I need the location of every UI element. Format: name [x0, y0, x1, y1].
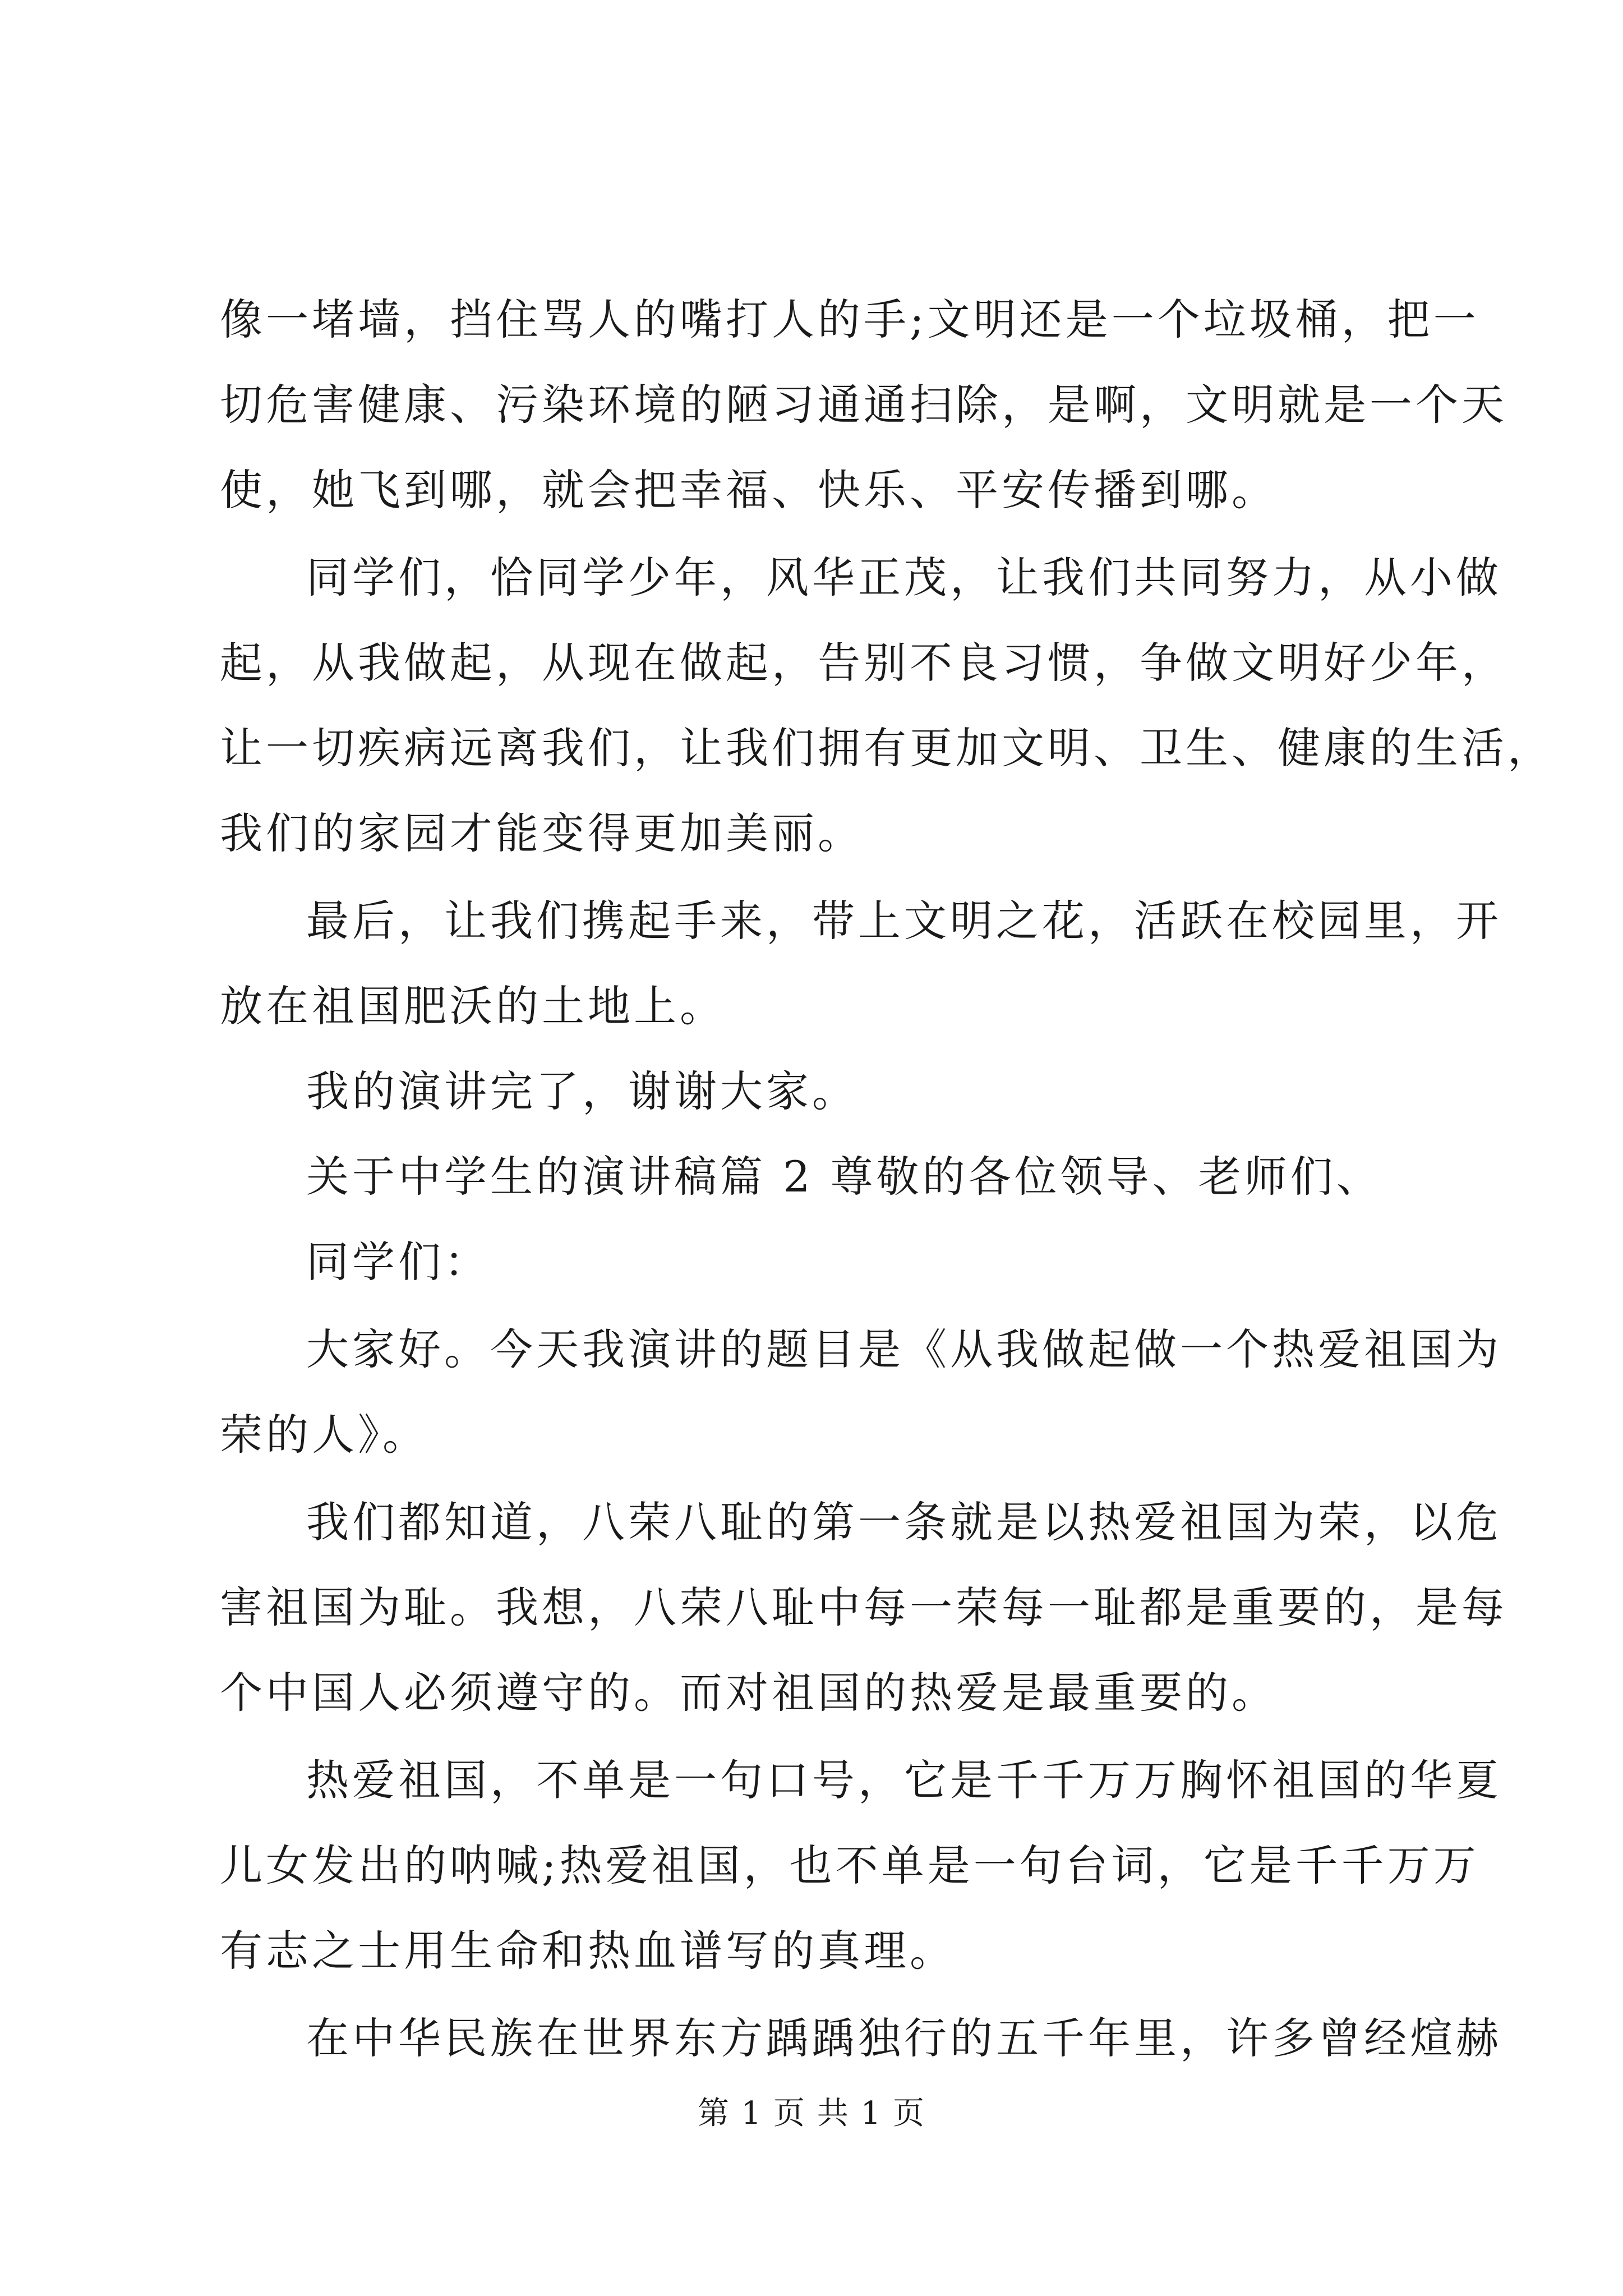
text-line: 儿女发出的呐喊;热爱祖国，也不单是一句台词，它是千千万万 [220, 1841, 1479, 1890]
text-line: 同学们： [306, 1237, 490, 1287]
text-line: 放在祖国肥沃的土地上。 [220, 981, 726, 1031]
text-line: 使，她飞到哪，就会把幸福、快乐、平安传播到哪。 [220, 465, 1278, 515]
text-line: 害祖国为耻。我想，八荣八耻中每一荣每一耻都是重要的，是每 [220, 1582, 1507, 1632]
text-line: 关于中学生的演讲稿篇 2 尊敬的各位领导、老师们、 [306, 1152, 1382, 1202]
text-line: 我们都知道，八荣八耻的第一条就是以热爱祖国为荣，以危 [306, 1497, 1502, 1547]
text-line: 最后，让我们携起手来，带上文明之花，活跃在校园里，开 [306, 896, 1502, 946]
text-line: 个中国人必须遵守的。而对祖国的热爱是最重要的。 [220, 1668, 1278, 1718]
text-line: 热爱祖国，不单是一句口号，它是千千万万胸怀祖国的华夏 [306, 1755, 1502, 1805]
text-line: 有志之士用生命和热血谱写的真理。 [220, 1926, 956, 1976]
text-line: 切危害健康、污染环境的陋习通通扫除，是啊，文明就是一个天 [220, 380, 1507, 430]
text-line: 同学们，恰同学少年，风华正茂，让我们共同努力，从小做 [306, 553, 1502, 602]
text-line: 大家好。今天我演讲的题目是《从我做起做一个热爱祖国为 [306, 1324, 1502, 1374]
text-line: 我的演讲完了，谢谢大家。 [306, 1066, 858, 1116]
text-line: 起，从我做起，从现在做起，告别不良习惯，争做文明好少年， [220, 638, 1507, 688]
text-line: 像一堵墙，挡住骂人的嘴打人的手;文明还是一个垃圾桶，把一 [220, 295, 1479, 344]
page-footer: 第 1 页 共 1 页 [697, 2095, 926, 2132]
text-line: 让一切疾病远离我们，让我们拥有更加文明、卫生、健康的生活， [220, 723, 1553, 773]
text-line: 我们的家园才能变得更加美丽。 [220, 808, 864, 858]
text-line: 在中华民族在世界东方踽踽独行的五千年里，许多曾经煊赫 [306, 2013, 1502, 2063]
text-line: 荣的人》。 [220, 1410, 428, 1460]
